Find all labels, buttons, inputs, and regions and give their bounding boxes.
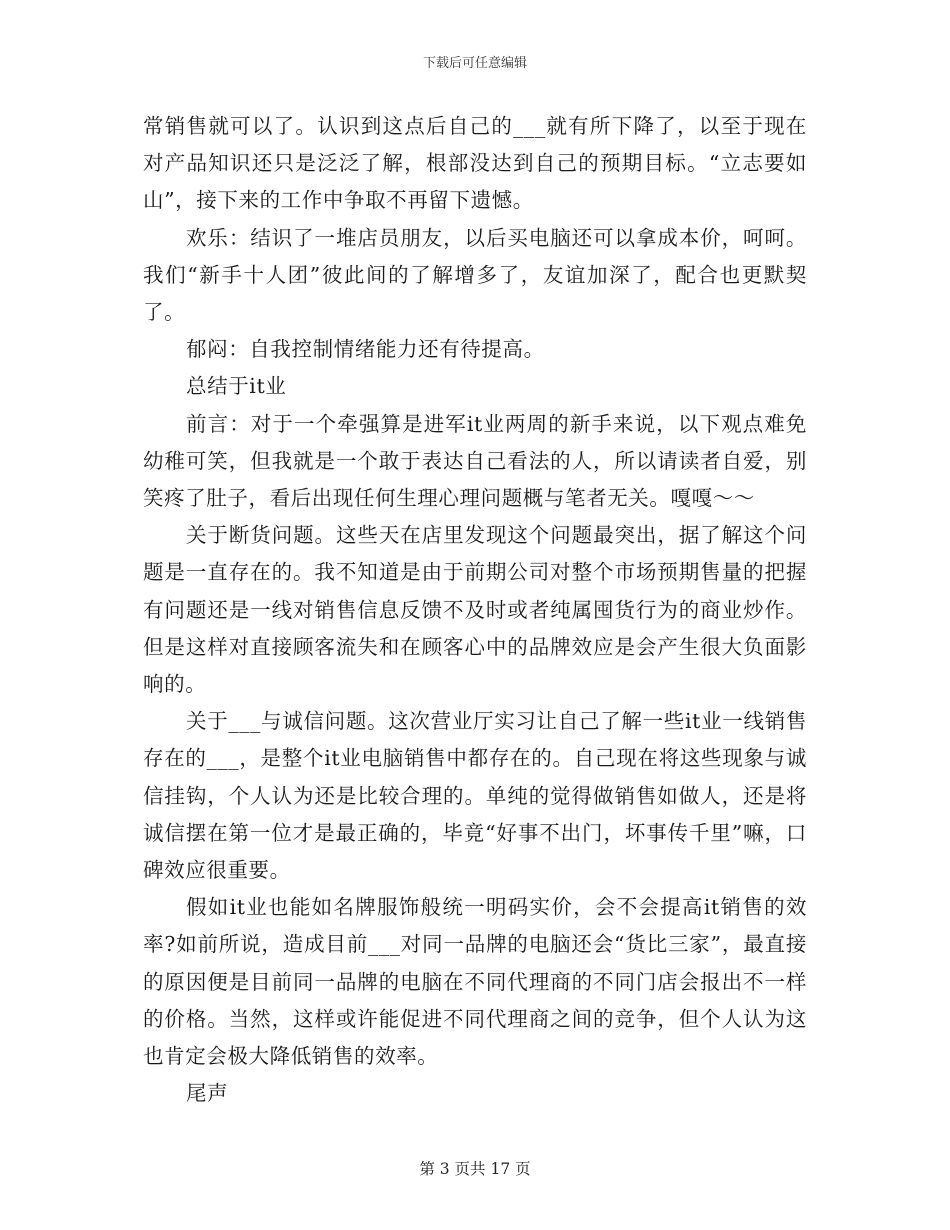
- page-footer: 第 3 页共 17 页: [419, 1160, 531, 1178]
- paragraph-7: 关于___与诚信问题。这次营业厅实习让自己了解一些it业一线销售存在的___，是整个it业电脑销售中都存在的。自己现在将这些现象与诚信挂钩，个人认为还是比较合理的。单纯的觉得做销售如做人，还是将诚信摆在第一位才是最正确的，毕竟“好事不出门，坏事传千里”嘛，口碑效应很重要。: [143, 709, 807, 883]
- closing-heading: 尾声: [186, 1081, 229, 1106]
- paragraph-1: 常销售就可以了。认识到这点后自己的___就有所下降了，以至于现在对产品知识还只是泛泛了解，根部没达到自己的预期目标。“立志要如山”，接下来的工作中争取不再留下遗憾。: [143, 114, 807, 213]
- paragraph-8: 假如it业也能如名牌服饰般统一明码实价，会不会提高it销售的效率?如前所说，造成目前___对同一品牌的电脑还会“货比三家”，最直接的原因便是目前同一品牌的电脑在不同代理商的不同门店会报出不一样的价格。当然，这样或许能促进不同代理商之间的竞争，但个人认为这也肯定会极大降低销售的效率。: [143, 895, 807, 1069]
- paragraph-3: 郁闷：自我控制情绪能力还有待提高。: [186, 337, 545, 362]
- section-heading: 总结于it业: [186, 374, 287, 399]
- paragraph-2: 欢乐：结识了一堆店员朋友，以后买电脑还可以拿成本价，呵呵。我们“新手十人团”彼此间的了解增多了，友谊加深了，配合也更默契了。: [143, 225, 807, 325]
- paragraph-6: 关于断货问题。这些天在店里发现这个问题最突出，据了解这个问题是一直存在的。我不知道是由于前期公司对整个市场预期售量的把握有问题还是一线对销售信息反馈不及时或者纯属囤货行为的商业炒作。但是这样对直接顾客流失和在顾客心中的品牌效应是会产生很大负面影响的。: [143, 523, 807, 697]
- page-header: 下载后可任意编辑: [422, 56, 527, 71]
- paragraph-5: 前言：对于一个牵强算是进军it业两周的新手来说，以下观点难免幼稚可笑，但我就是一个敢于表达自己看法的人，所以请读者自爱，别笑疼了肚子，看后出现任何生理心理问题概与笔者无关。嘎嘎～～: [143, 411, 807, 511]
- document-body: [143, 108, 807, 1112]
